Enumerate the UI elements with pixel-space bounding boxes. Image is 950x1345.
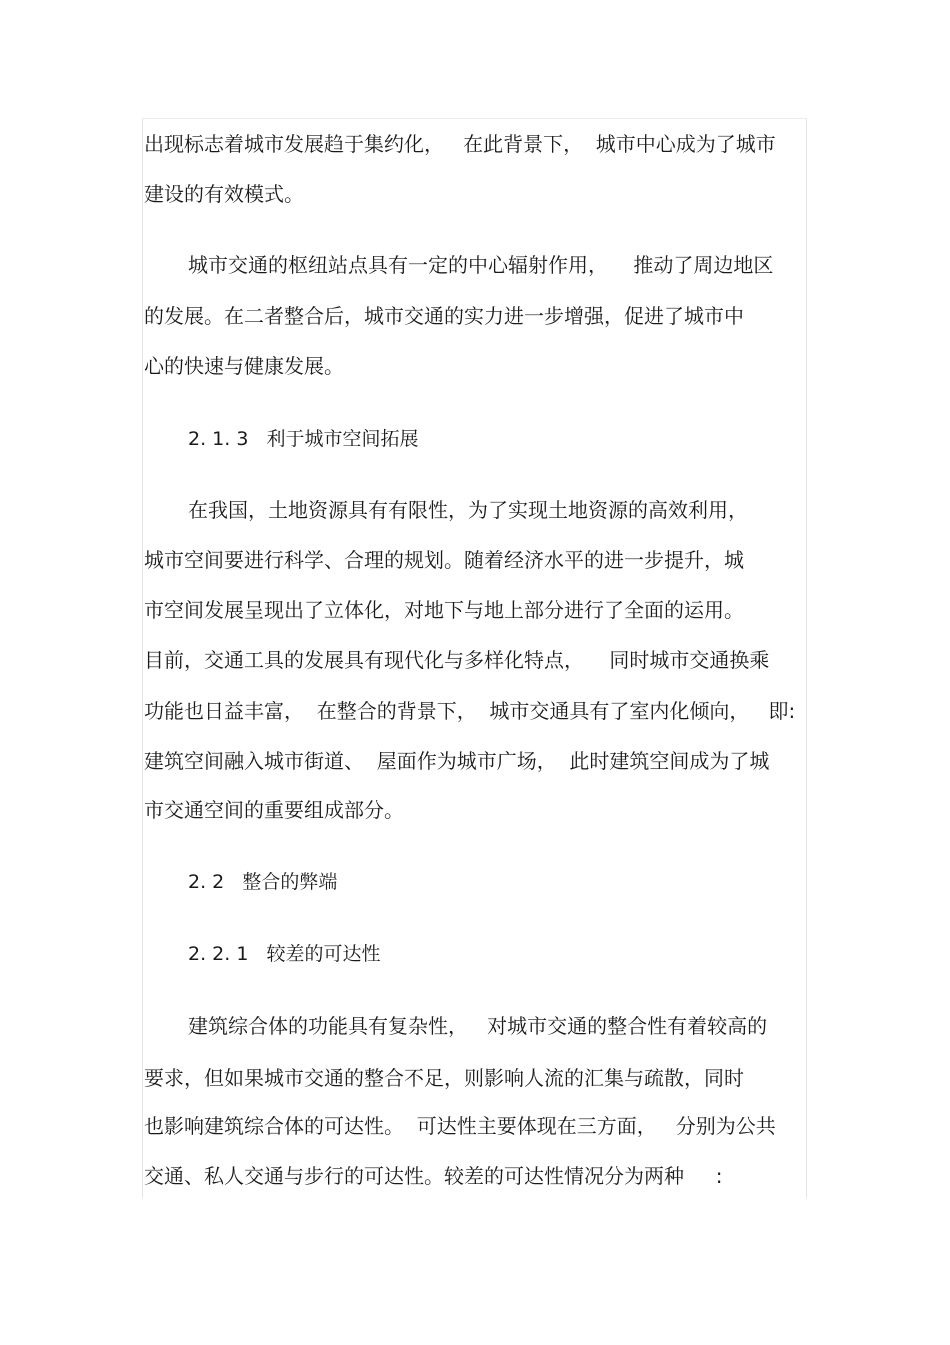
paragraph-line: 建筑空间融入城市街道、 屋面作为城市广场， 此时建筑空间成为了城	[144, 749, 770, 773]
paragraph-line: 心的快速与健康发展。	[144, 354, 344, 378]
paragraph-line: 的发展。在二者整合后，城市交通的实力进一步增强，促进了城市中	[144, 304, 744, 328]
paragraph-line: 要求，但如果城市交通的整合不足，则影响人流的汇集与疏散，同时	[144, 1066, 744, 1090]
paragraph-line: 功能也日益丰富， 在整合的背景下， 城市交通具有了室内化倾向， 即:	[144, 699, 796, 723]
paragraph-line: 建设的有效模式。	[144, 182, 304, 206]
paragraph-line: 出现标志着城市发展趋于集约化， 在此背景下， 城市中心成为了城市	[144, 132, 776, 156]
paragraph-line: 市交通空间的重要组成部分。	[144, 798, 404, 822]
paragraph-line: 也影响建筑综合体的可达性。 可达性主要体现在三方面， 分别为公共	[144, 1114, 776, 1138]
paragraph-line: 城市交通的枢纽站点具有一定的中心辐射作用， 推动了周边地区	[188, 253, 774, 277]
paragraph-line: 建筑综合体的功能具有复杂性， 对城市交通的整合性有着较高的	[188, 1014, 768, 1038]
paragraph-line: 城市空间要进行科学、合理的规划。随着经济水平的进一步提升，城	[144, 548, 744, 572]
section-heading-2-2: 2. 2 整合的弊端	[188, 871, 338, 893]
paragraph-line: 在我国，土地资源具有有限性，为了实现土地资源的高效利用，	[188, 498, 748, 522]
paragraph-line: 市空间发展呈现出了立体化，对地下与地上部分进行了全面的运用。	[144, 598, 744, 622]
section-heading-2-1-3: 2. 1. 3 利于城市空间拓展	[188, 428, 419, 450]
paragraph-line: 交通、私人交通与步行的可达性。较差的可达性情况分为两种 :	[144, 1164, 723, 1188]
section-heading-2-2-1: 2. 2. 1 较差的可达性	[188, 943, 381, 965]
paragraph-line: 目前，交通工具的发展具有现代化与多样化特点， 同时城市交通换乘	[144, 648, 770, 672]
